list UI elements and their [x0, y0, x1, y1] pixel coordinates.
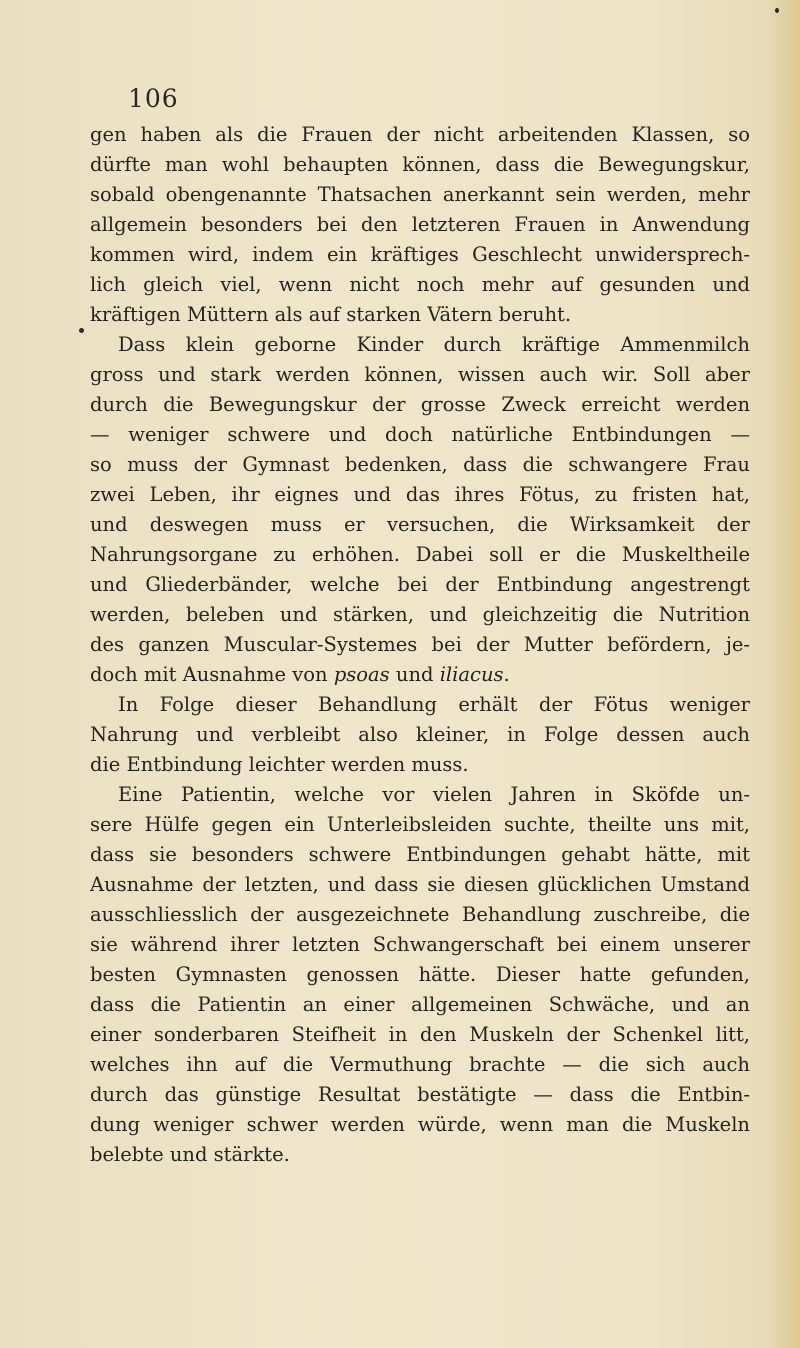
text-line: durch das günstige Resultat bestätigte — dass die Entbin-: [90, 1083, 750, 1106]
paragraph-first-line: In Folge dieser Behandlung erhält der Fötus weniger: [118, 693, 750, 716]
text-line: sere Hülfe gegen ein Unterleibsleiden suchte, theilte uns mit,: [90, 813, 750, 836]
text-line: besten Gymnasten genossen hätte. Dieser hatte gefunden,: [90, 963, 750, 986]
text-line: lich gleich viel, wenn nicht noch mehr auf gesunden und: [90, 273, 750, 296]
text-line: des ganzen Muscular-Systemes bei der Mutter befördern, je-: [90, 633, 750, 656]
text-line-with-italics: [90, 660, 750, 690]
text-line: sie während ihrer letzten Schwangerschaft bei einem unserer: [90, 933, 750, 956]
text-line: ausschliesslich der ausgezeichnete Behandlung zuschreibe, die: [90, 903, 750, 926]
text-line: dürfte man wohl behaupten können, dass die Bewegungskur,: [90, 153, 750, 176]
text-line: und Gliederbänder, welche bei der Entbindung angestrengt: [90, 573, 750, 596]
text-segment: und: [389, 663, 440, 686]
text-line: belebte und stärkte.: [90, 1143, 290, 1166]
paragraph-first-line: Dass klein geborne Kinder durch kräftige Ammenmilch: [118, 333, 750, 356]
text-line: gross und stark werden können, wissen auch wir. Soll aber: [90, 363, 750, 386]
text-line: zwei Leben, ihr eignes und das ihres Fötus, zu fristen hat,: [90, 483, 750, 506]
text-line: welches ihn auf die Vermuthung brachte — die sich auch: [90, 1053, 750, 1076]
text-segment: doch mit Ausnahme von: [90, 663, 334, 686]
text-line: Ausnahme der letzten, und dass sie diesen glücklichen Umstand: [90, 873, 750, 896]
text-line: dung weniger schwer werden würde, wenn man die Muskeln: [90, 1113, 750, 1136]
italic-term-psoas: psoas: [333, 663, 390, 686]
ink-speck: [79, 328, 84, 333]
text-segment: .: [503, 663, 510, 686]
paragraph-first-line: Eine Patientin, welche vor vielen Jahren in Sköfde un-: [118, 783, 750, 806]
text-line: die Entbindung leichter werden muss.: [90, 753, 469, 776]
text-line: einer sonderbaren Steifheit in den Muskeln der Schenkel litt,: [90, 1023, 750, 1046]
text-line: kräftigen Müttern als auf starken Vätern beruht.: [90, 303, 572, 326]
text-line: so muss der Gymnast bedenken, dass die schwangere Frau: [90, 453, 750, 476]
text-line: sobald obengenannte Thatsachen anerkannt sein werden, mehr: [90, 183, 750, 206]
text-line: dass sie besonders schwere Entbindungen gehabt hätte, mit: [90, 843, 750, 866]
italic-term-iliacus: iliacus: [439, 663, 504, 686]
ink-speck: [775, 8, 779, 13]
text-line: dass die Patientin an einer allgemeinen Schwäche, und an: [90, 993, 750, 1016]
page-edge-shadow: [766, 0, 800, 1348]
body-text: [90, 120, 750, 1170]
text-line: und deswegen muss er versuchen, die Wirksamkeit der: [90, 513, 750, 536]
text-line: gen haben als die Frauen der nicht arbeitenden Klassen, so: [90, 123, 750, 146]
text-line: allgemein besonders bei den letzteren Frauen in Anwendung: [90, 213, 750, 236]
page-number: 106: [128, 84, 179, 113]
text-line: Nahrung und verbleibt also kleiner, in Folge dessen auch: [90, 723, 750, 746]
text-line: Nahrungsorgane zu erhöhen. Dabei soll er die Muskeltheile: [90, 543, 750, 566]
text-line: kommen wird, indem ein kräftiges Geschlecht unwidersprech-: [90, 243, 750, 266]
text-line: durch die Bewegungskur der grosse Zweck erreicht werden: [90, 393, 750, 416]
text-line: werden, beleben und stärken, und gleichzeitig die Nutrition: [90, 603, 750, 626]
text-line: — weniger schwere und doch natürliche Entbindungen —: [90, 423, 750, 446]
